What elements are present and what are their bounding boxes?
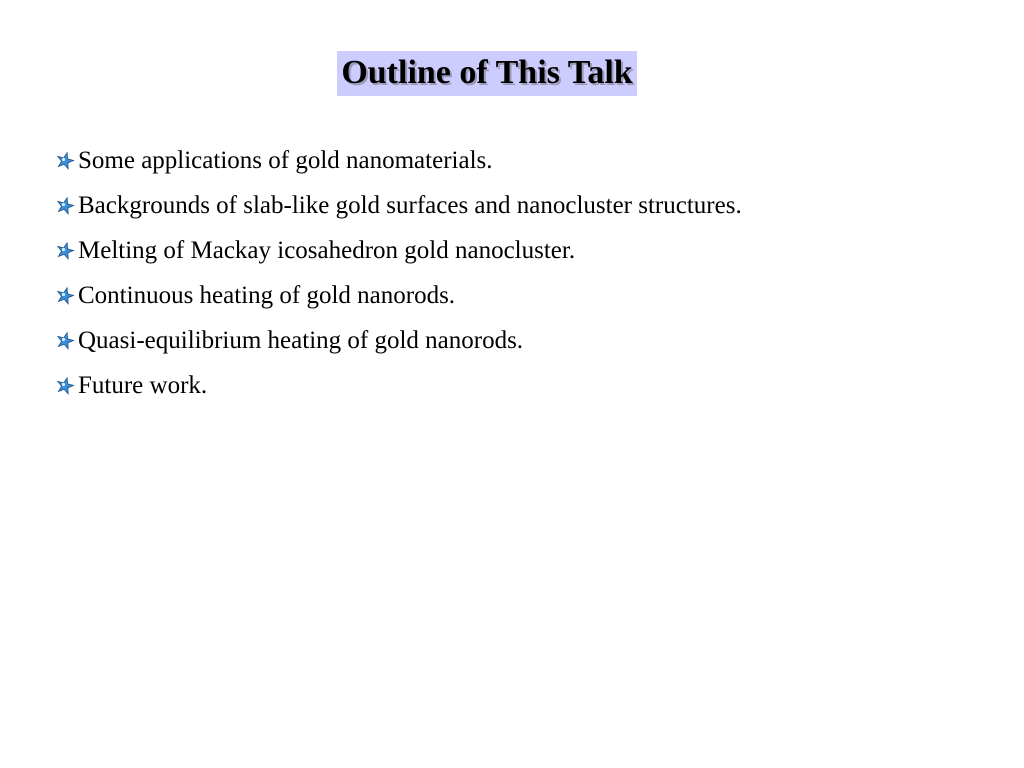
bullet-item	[55, 363, 995, 408]
bullet-text: Quasi-equilibrium heating of gold nanorods.	[78, 327, 524, 354]
star-bullet-icon	[55, 331, 75, 351]
bullet-text: Melting of Mackay icosahedron gold nanocluster.	[78, 237, 576, 264]
bullet-text: Backgrounds of slab-like gold surfaces and nanocluster structures.	[78, 192, 742, 219]
bullet-item	[55, 138, 995, 183]
bullet-item	[55, 273, 995, 318]
bullet-text: Future work.	[78, 372, 208, 399]
star-bullet-icon	[55, 151, 75, 171]
bullet-item	[55, 183, 995, 228]
slide-title: Outline of This Talk	[337, 51, 636, 96]
title-area	[0, 51, 1024, 96]
star-bullet-icon	[55, 376, 75, 396]
bullet-item	[55, 228, 995, 273]
bullet-list	[55, 138, 995, 408]
star-bullet-icon	[55, 241, 75, 261]
bullet-text: Continuous heating of gold nanorods.	[78, 282, 456, 309]
bullet-text: Some applications of gold nanomaterials.	[78, 147, 493, 174]
bullet-item	[55, 318, 995, 363]
star-bullet-icon	[55, 196, 75, 216]
star-bullet-icon	[55, 286, 75, 306]
